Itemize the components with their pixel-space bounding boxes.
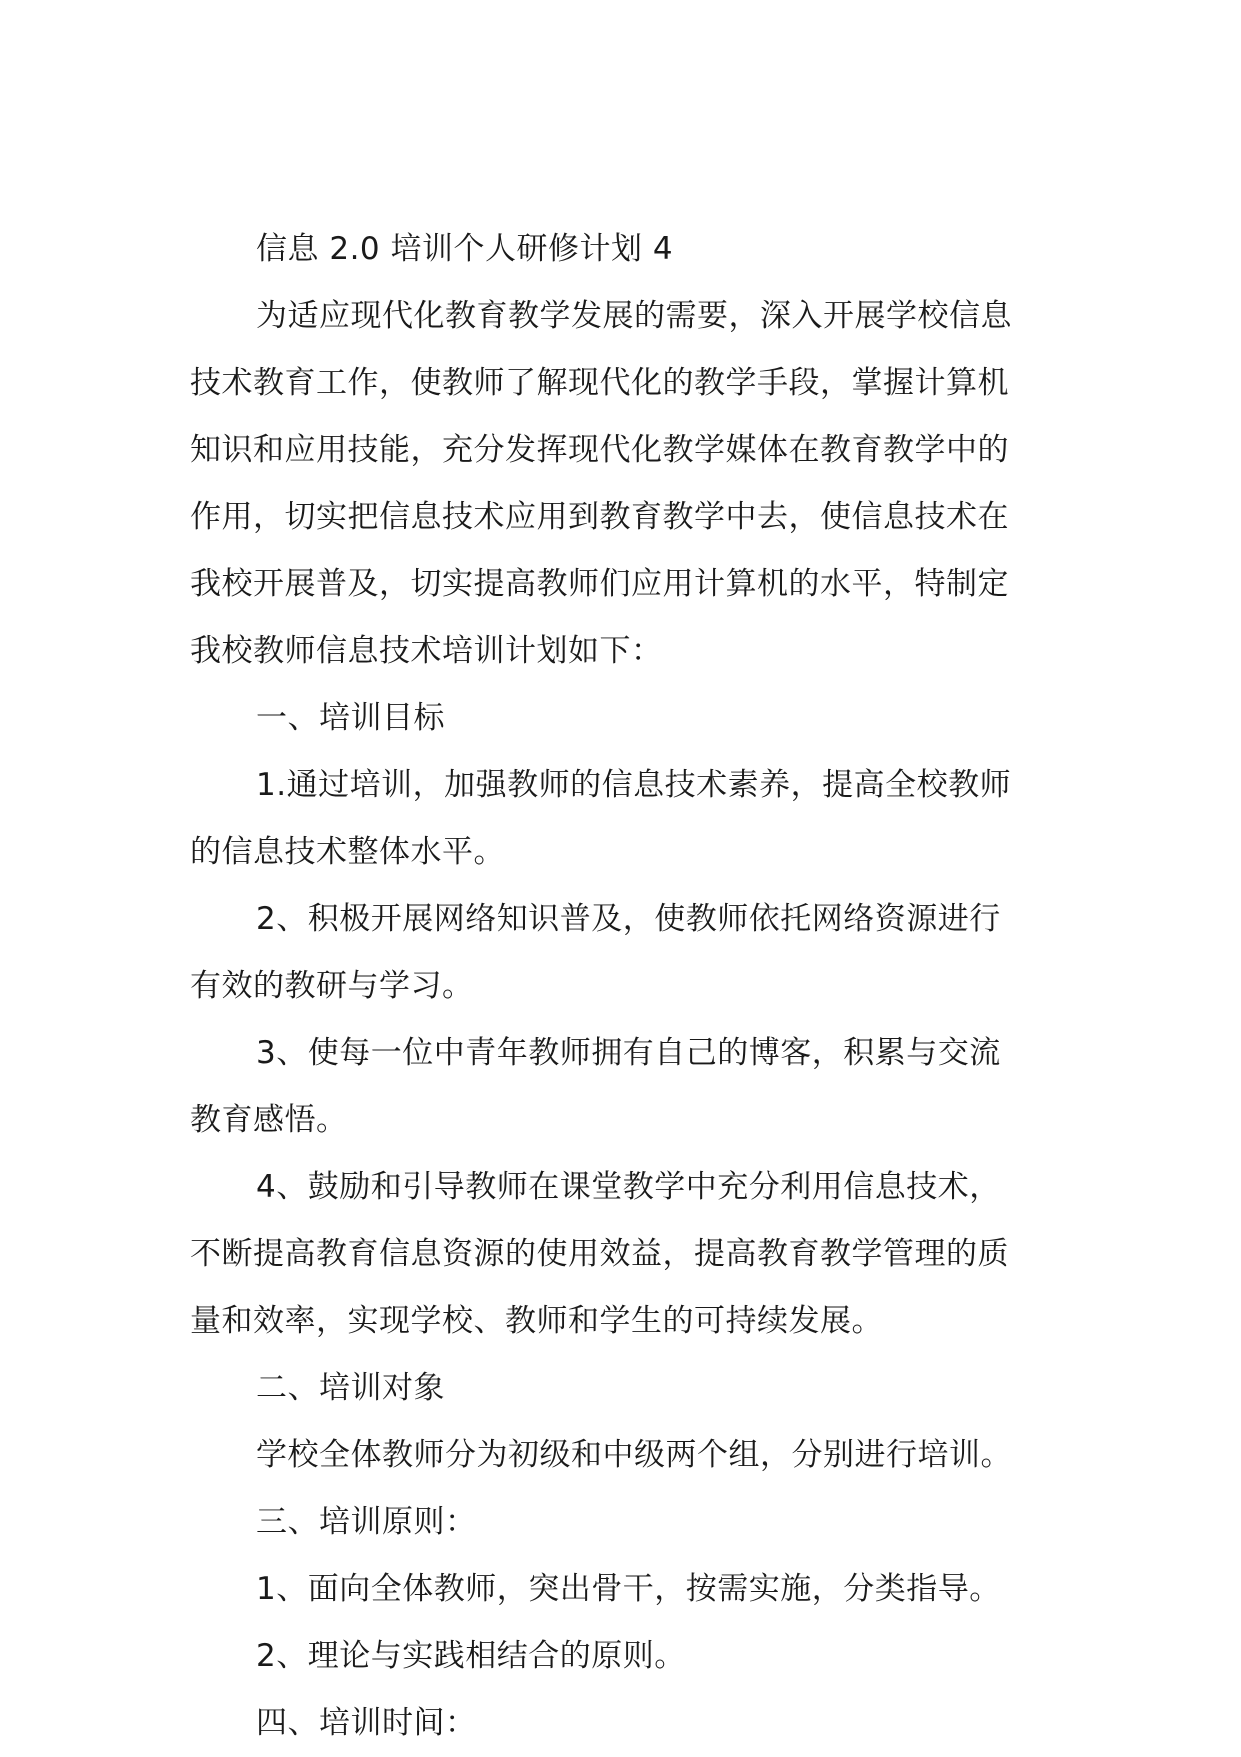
paragraph-line: 2、积极开展网络知识普及，使教师依托网络资源进行 xyxy=(256,901,1001,937)
paragraph-line: 2、理论与实践相结合的原则。 xyxy=(256,1638,686,1674)
paragraph-line: 1、面向全体教师，突出骨干，按需实施，分类指导。 xyxy=(256,1571,1001,1607)
section-heading: 二、培训对象 xyxy=(256,1370,445,1406)
paragraph-line: 作用，切实把信息技术应用到教育教学中去，使信息技术在 xyxy=(190,499,1009,535)
paragraph-line: 我校开展普及，切实提高教师们应用计算机的水平，特制定 xyxy=(190,566,1009,602)
paragraph-line: 量和效率，实现学校、教师和学生的可持续发展。 xyxy=(190,1303,883,1339)
section-heading: 三、培训原则： xyxy=(256,1504,477,1540)
paragraph-line: 为适应现代化教育教学发展的需要，深入开展学校信息 xyxy=(256,298,1012,334)
document-body xyxy=(190,216,1050,1757)
paragraph-line: 学校全体教师分为初级和中级两个组，分别进行培训。 xyxy=(256,1437,1012,1473)
paragraph-line: 的信息技术整体水平。 xyxy=(190,834,505,870)
paragraph-line: 技术教育工作，使教师了解现代化的教学手段，掌握计算机 xyxy=(190,365,1009,401)
paragraph-line: 教育感悟。 xyxy=(190,1102,348,1138)
paragraph-line: 1.通过培训，加强教师的信息技术素养，提高全校教师 xyxy=(256,767,1012,803)
section-heading: 一、培训目标 xyxy=(256,700,445,736)
section-heading: 四、培训时间： xyxy=(256,1705,477,1741)
paragraph-line: 我校教师信息技术培训计划如下： xyxy=(190,633,663,669)
paragraph-line: 有效的教研与学习。 xyxy=(190,968,474,1004)
paragraph-line: 知识和应用技能，充分发挥现代化教学媒体在教育教学中的 xyxy=(190,432,1009,468)
paragraph-line: 不断提高教育信息资源的使用效益，提高教育教学管理的质 xyxy=(190,1236,1009,1272)
paragraph-line: 4、鼓励和引导教师在课堂教学中充分利用信息技术， xyxy=(256,1169,1001,1205)
document-title: 信息 2.0 培训个人研修计划 4 xyxy=(256,231,674,267)
paragraph-line: 3、使每一位中青年教师拥有自己的博客，积累与交流 xyxy=(256,1035,1001,1071)
